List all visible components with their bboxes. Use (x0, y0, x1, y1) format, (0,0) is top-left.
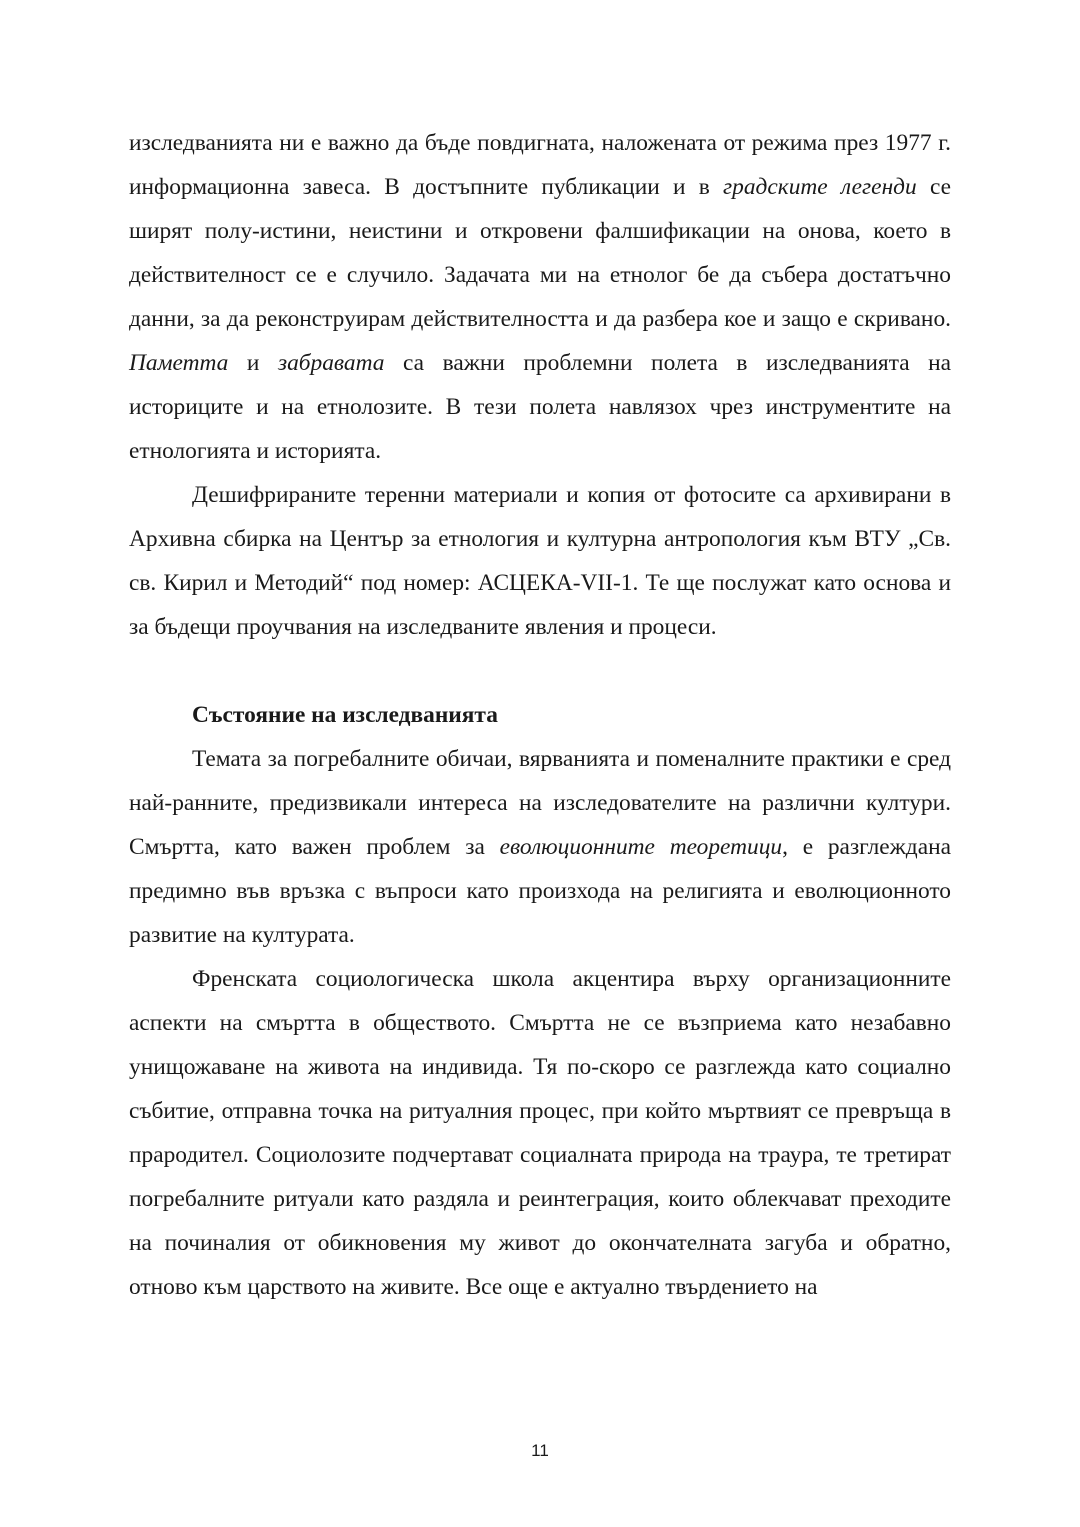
paragraph-french-school (129, 957, 951, 1309)
text-run: Дешифрираните теренни материали и копия от фотосите са архивирани в Архивна сбирка на Център за етнология и културна антропология към ВТУ „Св. св. Кирил и Методий“ под номер: АСЦЕКА-VII-1. Те ще послужат като основа и за бъдещи проучвания на изследваните явления и процеси. (129, 482, 951, 640)
text-run: , е разглеждана предимно във връзка с въпроси като произхода на религията и еволюционното развитие на културата. (129, 834, 951, 948)
italic-term: Паметта (129, 350, 229, 376)
text-run: и (228, 350, 278, 376)
page-number: 11 (531, 1441, 549, 1460)
italic-term: еволюционните теоретици (499, 834, 783, 860)
text-run: Темата за погребалните обичаи, вярванията и поменалните практики е сред най-ранните, предизвикали интереса на изследователите на различни култури. Смъртта, като важен проблем за (129, 746, 951, 860)
paragraph-research-theme (129, 737, 951, 957)
page-body (129, 121, 951, 1309)
text-run: се ширят полу-истини, неистини и откровени фалшификации на онова, което в действителност се е случило. Задачата ми на етнолог бе да събера достатъчно данни, за да реконструирам действителността и да разбера кое и защо е скривано. (129, 174, 951, 332)
section-heading: Състояние на изследванията (192, 702, 498, 728)
text-run: изследванията ни е важно да бъде повдигната, наложената от режима през 1977 г. информационна завеса. В достъпните публикации и в (129, 130, 951, 200)
text-run: са важни проблемни полета в изследванията на историците и на етнолозите. В тези полета навлязох чрез инструментите на етнологията и историята. (129, 350, 952, 464)
italic-term: забравата (277, 350, 385, 376)
italic-term: градските легенди (723, 174, 917, 200)
paragraph-archive (129, 473, 951, 649)
text-run: Френската социологическа школа акцентира върху организационните аспекти на смъртта в обществото. Смъртта не се възприема като незабавно унищожаване на живота на индивида. Тя по-скоро се разглежда като социално събитие, отправна точка на ритуалния процес, при който мъртвият се превръща в прародител. Социолозите подчертават социалната природа на траура, те третират погребалните ритуали като раздяла и реинтеграция, които облекчават преходите на починалия от обикновения му живот до окончателната загуба и обратно, отново към царството на живите. Все още е актуално твърдението на (129, 966, 951, 1300)
paragraph-continuation (129, 121, 951, 473)
